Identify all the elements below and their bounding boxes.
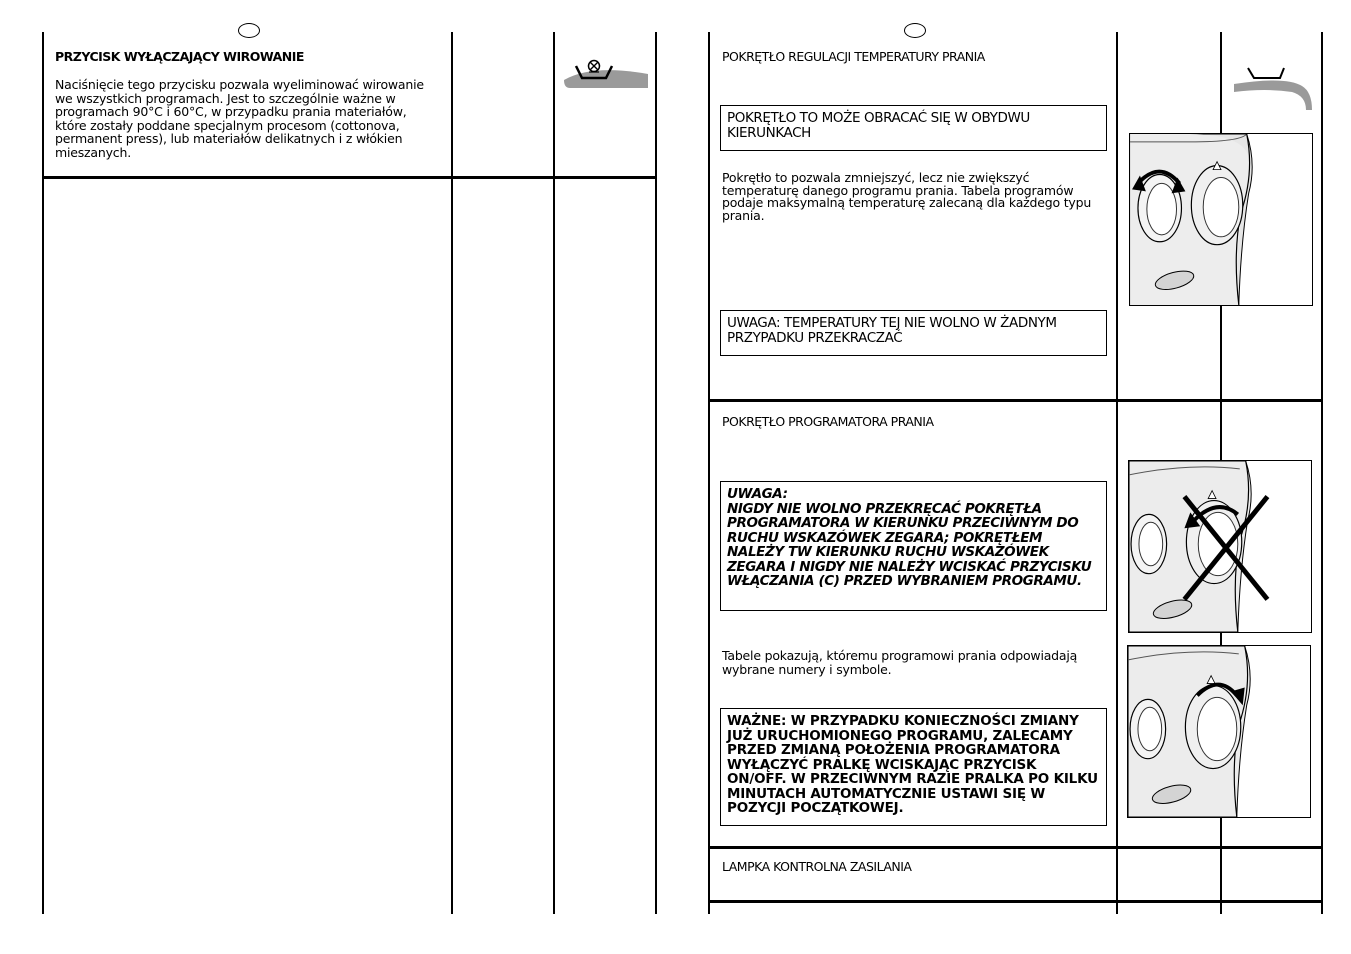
- column-divider: [655, 32, 657, 914]
- temperature-knob-illustration: [1129, 133, 1313, 306]
- section-divider: [708, 399, 1323, 402]
- temp-section-text: Pokrętło to pozwala zmniejszyć, lecz nie zwiększyć temperaturę danego programu prania. Tabela programów podaje maksymalną temperaturę zalecaną dla każdego typu prania.: [722, 170, 1092, 223]
- column-divider: [42, 32, 44, 914]
- page-language-oval: [238, 23, 260, 38]
- lamp-section-title: LAMPKA KONTROLNA ZASILANIA: [722, 859, 912, 874]
- temp-warning-box: UWAGA: TEMPERATURY TEJ NIE WOLNO W ŻADNYM PRZYPADKU PRZEKRACZAĆ: [720, 310, 1107, 356]
- prog-section-text: Tabele pokazują, któremu programowi prania odpowiadają wybrane numery i symbole.: [722, 648, 1078, 677]
- prog-section-title: POKRĘTŁO PROGRAMATORA PRANIA: [722, 414, 934, 429]
- column-divider: [1321, 32, 1323, 914]
- no-spin-tub-icon: [562, 56, 650, 92]
- column-divider: [553, 32, 555, 914]
- prog-important-box: WAŻNE: W PRZYPADKU KONIECZNOŚCI ZMIANY JUŻ URUCHOMIONEGO PROGRAMU, ZALECAMY PRZED ZMIANĄ POŁOŻENIA PROGRAMATORA WYŁĄCZYĆ PRALKĘ WCISKAJĄC PRZYCISK ON/OFF. W PRZECIWNYM RAZIE PRALKA PO KILKU MINUTACH AUTOMATYCZNIE USTAWI SIĘ W POZYCJI POCZĄTKOWEJ.: [720, 708, 1107, 826]
- column-divider: [1116, 32, 1118, 914]
- program-knob-correct-illustration: [1127, 645, 1311, 818]
- section-divider: [708, 900, 1323, 903]
- page-language-oval: [904, 23, 926, 38]
- program-knob-wrong-illustration: [1128, 460, 1312, 633]
- column-divider: [708, 32, 710, 914]
- spin-section-title: PRZYCISK WYŁĄCZAJĄCY WIROWANIE: [55, 49, 304, 64]
- prog-warning-box: UWAGA: NIGDY NIE WOLNO PRZEKRĘCAĆ POKRĘTŁA PROGRAMATORA W KIERUNKU PRZECIWNYM DO RUCHU WSKAZÓWEK ZEGARA; POKRĘTŁEM NALEŻY TW KIERUNKU RUCHU WSKAZÓWEK ZEGARA I NIGDY NIE NALEŻY WCISKAĆ PRZYCISKU WŁĄCZANIA (C) PRZED WYBRANIEM PROGRAMU.: [720, 481, 1107, 611]
- column-divider: [451, 32, 453, 914]
- spin-section-text: Naciśnięcie tego przycisku pozwala wyeliminować wirowanie we wszystkich programach. Jest to szczególnie ważne w programach 90°C i 60°C, w przypadku prania materiałów, które zostały poddane specjalnym procesom (cottonova, permanent press), lub materiałów delikatnych i z włókien mieszanych.: [55, 77, 424, 160]
- wash-tub-icon: [1226, 62, 1318, 112]
- section-divider: [42, 176, 657, 179]
- temp-both-directions-box: POKRĘTŁO TO MOŻE OBRACAĆ SIĘ W OBYDWU KIERUNKACH: [720, 105, 1107, 151]
- temp-section-title: POKRĘTŁO REGULACJI TEMPERATURY PRANIA: [722, 49, 985, 64]
- section-divider: [708, 846, 1323, 849]
